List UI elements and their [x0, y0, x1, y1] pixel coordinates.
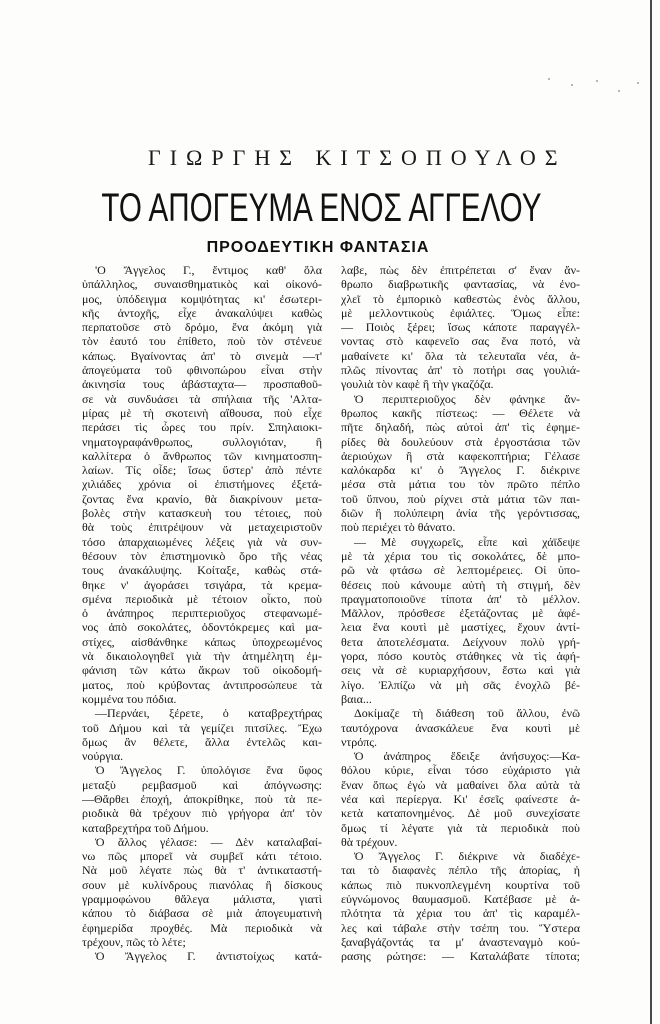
text-line: σε νὰ συνδυάσει τὰ σπήλαια τῆς 'Αλτα-	[82, 391, 322, 406]
text-line: γραμμοφώνου θἄλεγα μάλιστα, γιατὶ	[82, 892, 322, 907]
text-line: ζοντας ἕνα κρανίο, θὰ διακρίνουν μετα-	[82, 491, 322, 506]
text-line: κάπως. Βγαίνοντας ἀπ' τὸ σινεμὰ —τ'	[82, 348, 322, 363]
text-line: ὑπάλληλος, συναισθηματικὸς καὶ οἰκονό-	[82, 277, 322, 292]
text-line: λες καὶ τάβαλε στὴν τσέπη του. Ὕστερα	[341, 920, 580, 935]
text-line: στίχες, αἰσθάνθηκε κάπως ὑποχρεωμένος	[82, 634, 322, 649]
text-line: κῆς ἀντοχῆς, εἶχε ἀνακαλύψει καθὼς	[82, 305, 322, 320]
text-line: περάσει τὶς ὧρες του πρίν. Σπηλαιοκι-	[82, 420, 322, 435]
text-line: τὸν ἑαυτό του ἐπίθετο, ποὺ τὸν στένευε	[82, 334, 322, 349]
text-line: φάνιση τῶν κάτω ἄκρων τοῦ οἰκοδομή-	[82, 663, 322, 678]
paragraph	[341, 706, 580, 749]
text-line: θρωπος κακῆς πίστεως: — Θέλετε νὰ	[341, 405, 580, 420]
text-line: πῆτε δηλαδή, πὼς αὐτοὶ ἀπ' τὶς ἐφημε-	[341, 420, 580, 435]
text-line: τους ἀνακάλυψης. Κοίταξε, καθὼς στά-	[82, 563, 322, 578]
text-line: εὐγνώμονος θαυμασμοῦ. Κατέβασε μὲ ἀ-	[341, 892, 580, 907]
text-line: νοντας στὸ καφενεῖο σας ἕνα ποτό, νὰ	[341, 334, 580, 349]
text-line: Ὁ Ἄγγελος Γ. ἀντιστοίχως κατά-	[95, 949, 322, 964]
text-line: ἐφημερίδα προχθές. Μὰ περιοδικὰ νὰ	[82, 920, 322, 935]
text-line: ντρόπς.	[341, 734, 378, 749]
text-line: μέσα στὰ μάτια του τὸν πρῶτο πέπλο	[341, 477, 580, 492]
text-line: — Ποιὸς ξέρει; ἴσως κάποτε παραγγέλ-	[341, 320, 580, 335]
text-line: νηματογραφάνθρωπος, συλλογιόταν, ἢ	[82, 434, 322, 449]
text-line: μὲ μελλοντικοὺς ἐφιάλτες. Ὅμως εἶπε:	[341, 305, 580, 320]
text-line: νέα καὶ περίεργα. Κι' ἐσεῖς φαίνεστε ἀ-	[341, 791, 580, 806]
text-line: Ὁ ἀνάπηρος ἔδειξε ἀνήσυχος:—Κα-	[354, 749, 580, 764]
text-line: 'Ο Ἄγγελος Γ., ἔντιμος καθ' ὅλα	[95, 263, 322, 277]
text-line: τοῦ Δήμου καὶ τὰ γεμίζει πιτσίλες. Ἔχω	[82, 720, 322, 735]
text-line: Ὁ Ἄγγελος Γ. διέκρινε νὰ διαδέχε-	[354, 849, 580, 864]
text-line: τοῦ ὕπνου, ποὺ ρίχνει στὰ μάτια τῶν παι-	[341, 491, 580, 506]
text-line: ρίδες θὰ δουλεύουν στὰ ἐργοστάσια τῶν	[341, 434, 580, 449]
text-line: Δοκίμαζε τὴ διάθεση τοῦ ἄλλου, ἐνῶ	[354, 706, 580, 721]
paragraph	[341, 535, 580, 707]
scan-speck	[637, 82, 639, 84]
text-line: τόσο ἀπαρχαιωμένες λέξεις γιὰ νὰ συν-	[82, 534, 322, 549]
text-line: — Μὲ συγχωρεῖς, εἶπε καὶ χάϊδεψε	[354, 534, 580, 549]
text-line: Μᾶλλον, πρόσθεσε ἐξετάζοντας μὲ ἀφέ-	[341, 606, 580, 621]
text-line: σουν μὲ κυλίνδρους πιανόλας ἢ δίσκους	[82, 877, 322, 892]
text-line: περπατοῦσε στὸ δρόμο, ἕνα ἀκόμη γιὰ	[82, 320, 322, 335]
text-line: ποὺ περιέχει τὸ θάνατο.	[341, 520, 456, 535]
text-line: ἀκινησία τους ἀβάσταχτα— προσπαθοῦ-	[82, 377, 322, 392]
text-line: λεια ἕνα κουτὶ μὲ μαστίχες, ἔχουν ἀντί-	[341, 620, 580, 635]
subtitle-block	[0, 239, 636, 257]
paragraph	[341, 849, 580, 963]
text-line: νὰ δικαιολογηθεῖ γιὰ τὴν ἀτημέλητη ἐμ-	[82, 649, 322, 664]
paragraph	[82, 706, 322, 763]
text-line: πλῶς πίνοντας ἀπ' τὸ ποτήρι σας γουλιά-	[341, 363, 580, 378]
paragraph	[82, 835, 322, 949]
text-line: θέσεις ποὺ κάνουμε αὐτὴ τὴ στιγμή, δὲν	[341, 577, 580, 592]
text-line: νω πῶς μπορεῖ νὰ συμβεῖ κάτι τέτοιο.	[82, 849, 322, 864]
text-line: ταυτόχρονα ἀνασκάλευε ἕνα κουτὶ μὲ	[341, 720, 580, 735]
text-line: Ὁ περιπτεριοῦχος δὲν φάνηκε ἄν-	[354, 391, 580, 406]
scan-speck	[596, 80, 598, 82]
author-name: ΓΙΩΡΓΗΣ ΚΙΤΣΟΠΟΥΛΟΣ	[148, 145, 567, 170]
text-line: ἕναν ὅπως ἐγὼ νὰ μαθαίνει ὅλα αὐτὰ τὰ	[341, 777, 580, 792]
text-line: κάπου τὸ διάβασα σὲ μιὰ ἀπογευματινὴ	[82, 906, 322, 921]
scan-speck	[548, 78, 550, 80]
paragraph	[341, 263, 580, 392]
text-line: Ὁ Ἄγγελος Γ. ὑπολόγισε ἕνα ὕφος	[95, 763, 322, 778]
text-line: σεις νὰ σὲ κυριαρχήσουν, ἔστω καὶ γιὰ	[341, 663, 580, 678]
text-line: γουλιὰ τὸν καφὲ ἢ τὴν γκαζόζα.	[341, 377, 494, 392]
text-line: κετὰ καταπονημένος. Δὲ μοῦ συνεχίσατε	[341, 806, 580, 821]
text-line: ὁ ἀνάπηρος περιπτεριοῦχος στεφανωμέ-	[82, 606, 322, 621]
text-line: μίρας μὲ τὴ σκοτεινὴ αἴθουσα, ποὺ εἶχε	[82, 405, 322, 420]
text-line: ρασης ρώτησε: — Καταλάβατε τίποτα;	[341, 949, 580, 964]
text-line: Ὁ ἄλλος γέλασε: — Δὲν καταλαβαί-	[95, 834, 322, 849]
text-line: λαίων. Τίς οἶδε; ἴσως ὕστερ' ἀπὸ πέντε	[82, 463, 322, 478]
text-line: ριοδικὰ θὰ τρέχουν πιὸ γρήγορα ἀπ' τὸν	[82, 806, 322, 821]
text-line: χιλιάδες χρόνια οἱ ἐπιστήμονες ἐξετά-	[82, 477, 322, 492]
text-line: ὅμως ἂν θέλετε, ἄλλα ἐντελῶς και-	[82, 734, 322, 749]
text-line: ἀεριούχων ἢ στὰ καφεκοπτήρια; Γέλασε	[341, 448, 580, 463]
text-line: καλλίτερα ὁ ἄνθρωπος τῶν κινηματοσπη-	[82, 448, 322, 463]
text-line: χλεῖ τὸ ἐμπορικὸ καθεστὼς ἑνὸς ἄλλου,	[341, 291, 580, 306]
text-line: πλότητα τὰ χέρια του ἀπ' τὶς καραμέλ-	[341, 906, 580, 921]
text-line: ματος, ποὺ κρύβοντας ἀντιπροσώπευε τὰ	[82, 677, 322, 692]
article-title: ΤΟ ΑΠΟΓΕΥΜΑ ΕΝΟΣ ΑΓΓΕΛΟΥ	[100, 186, 542, 230]
text-line: ρῶ νὰ φτάσω σὲ λεπτομέρειες. Οἱ ὑπο-	[341, 563, 580, 578]
text-line: νούργια.	[82, 749, 124, 764]
article-subtitle: ΠΡΟΟΔΕΥΤΙΚΗ ΦΑΝΤΑΣΙΑ	[206, 239, 430, 256]
text-line: βαια...	[341, 691, 372, 706]
paragraph	[341, 392, 580, 535]
text-line: καταβρεχτήρα τοῦ Δήμου.	[82, 820, 209, 835]
scan-speck	[618, 90, 620, 92]
text-line: τρέχουν, πῶς τὸ λέτε;	[82, 934, 186, 949]
text-line: θὰ τοὺς ἐπιτρέψουν νὰ μεταχειριστοῦν	[82, 520, 322, 535]
text-line: θόλου κύριε, εἶναι τόσο εὐχάριστο γιὰ	[341, 763, 580, 778]
text-column-left	[82, 263, 322, 964]
text-line: ἀπογεύματα τοῦ φθινοπώρου εἶναι στὴν	[82, 363, 322, 378]
paragraph	[341, 749, 580, 849]
paragraph	[82, 949, 322, 963]
text-line: ὅμως τί λέγατε γιὰ τὰ περιοδικὰ ποὺ	[341, 820, 580, 835]
text-line: γορα, πόσο κουτὸς στάθηκες νὰ τὶς ἀφή-	[341, 649, 580, 664]
text-line: θηκε ν' ἀγοράσει τσιγάρα, τὰ κρεμα-	[82, 577, 322, 592]
text-line: Νὰ μοῦ λέγατε πὼς θὰ τ' ἀντικαταστή-	[82, 863, 322, 878]
text-line: κάπως πιὸ πυκνοπλεγμένη κουρτίνα τοῦ	[341, 877, 580, 892]
text-line: κομμένα του πόδια.	[82, 691, 177, 706]
text-line: —Θἄρθει ἐποχή, ἀποκρίθηκε, ποὺ τὰ πε-	[82, 791, 322, 806]
text-line: καλόκαρδα κι' ὁ Ἄγγελος Γ. διέκρινε	[341, 463, 580, 478]
page-edge-shadow	[650, 0, 652, 1024]
text-line: ται τὸ διαφανὲς πέπλο τῆς ἀπορίας, ἡ	[341, 863, 580, 878]
text-line: διῶν ἢ πολύπειρη ἀνία τῆς γερόντισσας,	[341, 506, 580, 521]
text-line: μος, ὑπόδειγμα κομψότητας κι' ἐσωτερι-	[82, 291, 322, 306]
text-line: —Περνάει, ξέρετε, ὁ καταβρεχτήρας	[95, 706, 322, 721]
text-line: σμένα περιοδικὰ μὲ τέτοιον οἶκτο, ποὺ	[82, 591, 322, 606]
text-line: μαθαίνετε κι' ὅλα τὰ τελευταῖα νέα, ἁ-	[341, 348, 580, 363]
paragraph	[82, 263, 322, 706]
text-line: νος ἀπὸ σοκολάτες, ὀδοντόκρεμες καὶ μα-	[82, 620, 322, 635]
text-line: θετα ἀποτελέσματα. Δείχνουν πολὺ γρή-	[341, 634, 580, 649]
text-line: μὲ τὰ χέρια του τὶς σοκολάτες, δὲ μπο-	[341, 548, 580, 563]
text-line: θὰ τρέχουν.	[341, 834, 398, 849]
paragraph	[82, 763, 322, 834]
scan-speck	[571, 84, 573, 86]
text-line: θρωπο διαβρωτικῆς φαντασίας, νὰ ἐνο-	[341, 277, 580, 292]
title-block	[0, 188, 642, 228]
text-line: μεταξὺ ρεμβασμοῦ καὶ ἀπόγνωσης:	[82, 777, 322, 792]
text-line: πραγματοποιοῦνε τίποτα ἀπ' τὸ μέλλον.	[341, 591, 580, 606]
text-line: ξαναβγάζοντάς τα μ' ἀναστεναγμὸ κού-	[341, 934, 580, 949]
text-column-right	[341, 263, 580, 964]
text-line: λαβε, πὼς δὲν ἐπιτρέπεται σ' ἕναν ἄν-	[341, 263, 580, 277]
text-line: βολὲς στὴν κατασκευὴ του τέτοιες, ποὺ	[82, 506, 322, 521]
text-line: λίγο. Ἐλπίζω νὰ μὴ σᾶς ἐνοχλῶ βέ-	[341, 677, 580, 692]
text-line: θέσουν τὸν ἐπιστημονικὸ ὅρο τῆς νέας	[82, 548, 322, 563]
